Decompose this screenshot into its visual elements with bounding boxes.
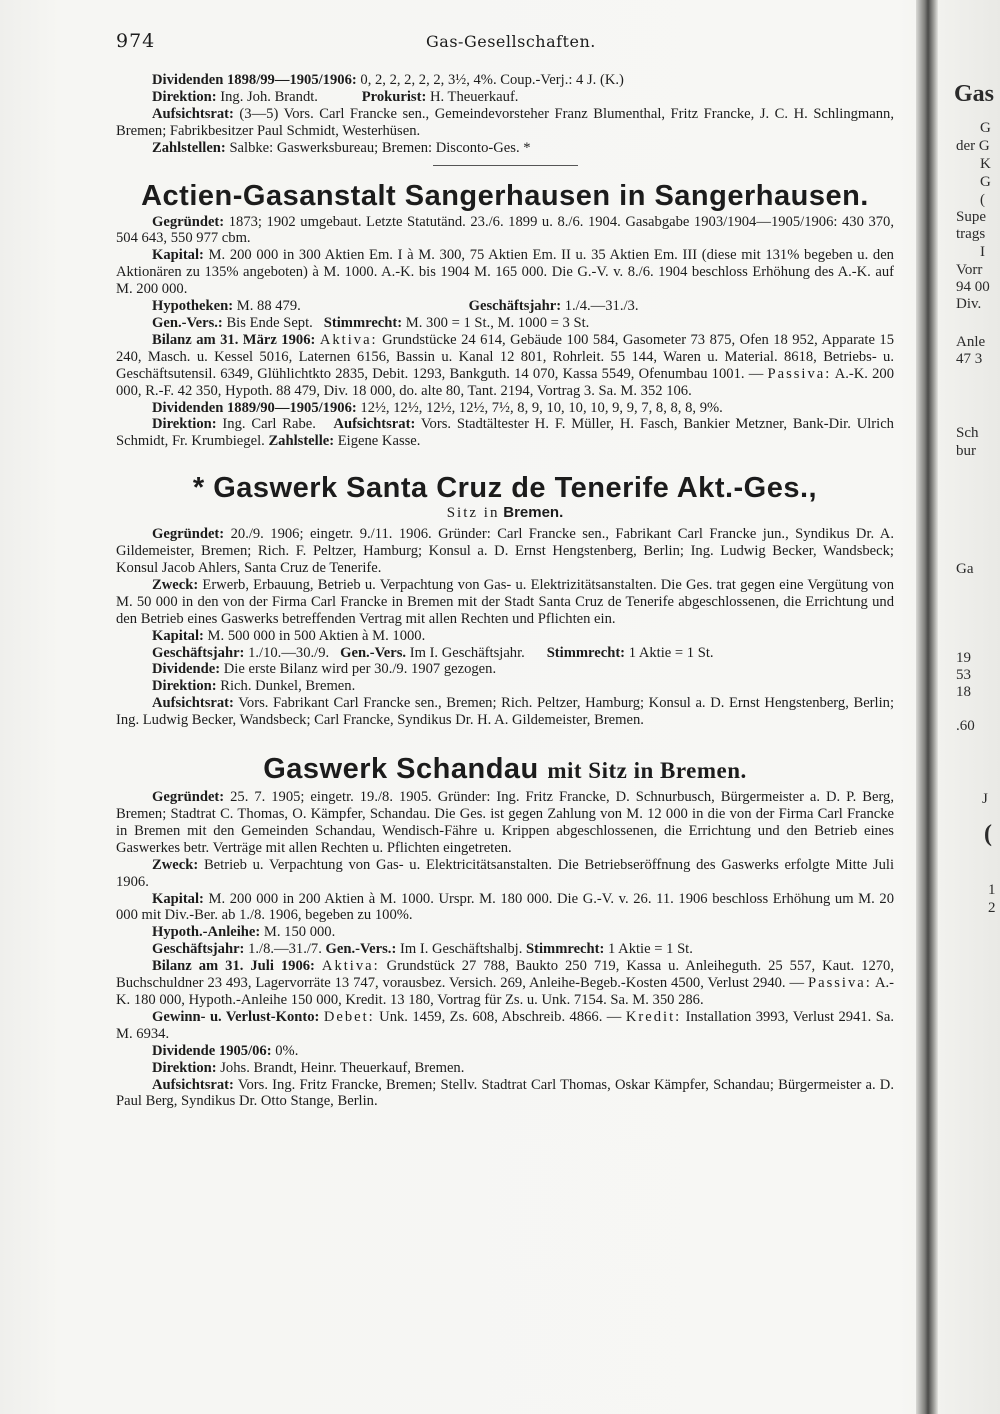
next-page-text: K bbox=[980, 156, 991, 172]
next-page-text: 94 00 bbox=[956, 279, 990, 295]
paying-agents-line bbox=[116, 140, 894, 157]
board-line bbox=[116, 695, 894, 729]
field-value: M. 500 000 in 500 Aktien à M. 1000. bbox=[207, 627, 426, 644]
field-label: Zahlstelle: bbox=[268, 433, 335, 450]
dividend-line bbox=[116, 1043, 894, 1060]
next-page-text: .60 bbox=[956, 718, 975, 734]
field-label: Hypotheken: bbox=[152, 298, 234, 315]
field-value: Vors. Ing. Fritz Francke, Bremen; Stellv. Stadtrat Carl Thomas, Oskar Kämpfer, Schandau; Bürgermeister a. D. Paul Berg, Syndikus Dr. Otto Stange, Berlin. bbox=[116, 1076, 894, 1110]
field-label: Geschäftsjahr: bbox=[152, 941, 245, 958]
field-label: Stimmrecht: bbox=[323, 314, 403, 331]
field-value: 0, 2, 2, 2, 2, 2, 3½, 4%. Coup.-Verj.: 4 J. (K.) bbox=[360, 72, 624, 88]
previous-entry-continuation bbox=[116, 72, 894, 157]
fiscal-line bbox=[116, 941, 894, 958]
field-value: Johs. Brandt, Heinr. Theuerkauf, Bremen. bbox=[220, 1059, 465, 1076]
field-label: Direktion: bbox=[152, 678, 217, 695]
entry-tenerife bbox=[116, 472, 894, 729]
field-value: Grundstücke 24 614, Gebäude 100 584, Gasometer 73 875, Ofen 18 952, Apparate 15 240, Masch. u. Kessel 5016, Laternen 6156, Bassin u. Kanal 12 801, Rohrleit. 55 144, Waren u. Material. 8618, Betriebs- u. Geschäftsutensil. 6349, Glühlichtkto 2835, Debit. 1293, Bankguth. 14 070, Kassa 5549, Ofenumbau 1001. — bbox=[116, 331, 894, 382]
field-label: Gegründet: bbox=[152, 526, 225, 543]
meeting-line bbox=[116, 315, 894, 332]
field-label: Zweck: bbox=[152, 576, 199, 593]
field-label: Prokurist: bbox=[361, 88, 427, 105]
field-label: Aufsichtsrat: bbox=[152, 105, 234, 122]
field-value: M. 200 000 in 300 Aktien Em. I à M. 300, 75 Aktien Em. II u. 35 Aktien Em. III (diese mit 131% begeben u. den Aktionären zu 135% angeboten) à M. 1000. A.-K. bis 1904 M. 165 000. Die G.-V. v. 8./6. 1904 beschloss Erhöhung des A.-K. auf M. 200 000. bbox=[116, 247, 894, 298]
purpose-line bbox=[116, 577, 894, 628]
balance-line bbox=[116, 332, 894, 400]
field-label: Bilanz am 31. Juli 1906: bbox=[152, 958, 315, 975]
field-value: 1873; 1902 umgebaut. Letzte Statutänd. 23./6. 1899 u. 8./6. 1904. Gasabgabe 1903/1904—1905/1906: 430 370, 504 643, 550 977 cbm. bbox=[116, 213, 894, 247]
field-label: Zahlstellen: bbox=[152, 139, 226, 156]
field-value: Im I. Geschäftsjahr. bbox=[409, 644, 525, 661]
field-label: Dividende: bbox=[152, 661, 221, 678]
field-label: Aufsichtsrat: bbox=[152, 695, 234, 712]
aktiva-word: Aktiva: bbox=[319, 331, 378, 348]
seat-prefix: Sitz in bbox=[446, 505, 500, 522]
next-page-text: Vorr bbox=[956, 262, 983, 278]
next-page-text: der G bbox=[956, 138, 990, 154]
field-value: 1./8.—31./7. bbox=[248, 941, 322, 958]
field-value: M. 150 000. bbox=[263, 924, 336, 941]
field-label: Stimmrecht: bbox=[526, 941, 605, 958]
field-label: Gen.-Vers.: bbox=[152, 314, 223, 331]
next-page-text: G bbox=[980, 174, 991, 190]
next-page-text: 19 bbox=[956, 650, 971, 666]
purpose-line bbox=[116, 857, 894, 891]
field-value: Salbke: Gaswerksbureau; Bremen: Disconto-Ges. * bbox=[229, 139, 531, 156]
company-seat bbox=[116, 504, 894, 522]
founded-line bbox=[116, 526, 894, 577]
title-main: Gaswerk Schandau bbox=[263, 753, 539, 786]
field-label: Aufsichtsrat: bbox=[333, 416, 416, 433]
next-page-text: 53 bbox=[956, 667, 971, 683]
section-divider bbox=[433, 165, 578, 166]
field-label: Gegründet: bbox=[152, 213, 225, 230]
next-page-text: bur bbox=[956, 443, 976, 459]
next-page-text: 47 3 bbox=[956, 351, 983, 367]
next-page-text: 2 bbox=[988, 900, 996, 916]
management-line bbox=[116, 678, 894, 695]
field-value: 1./10.—30./9. bbox=[248, 644, 330, 661]
field-value: Eigene Kasse. bbox=[337, 433, 421, 450]
aktiva-word: Aktiva: bbox=[321, 958, 380, 975]
seat-city: Bremen. bbox=[503, 504, 564, 522]
board-line bbox=[116, 1077, 894, 1111]
next-page-text: Div. bbox=[956, 296, 982, 312]
management-line bbox=[116, 1060, 894, 1077]
field-value: (3—5) Vors. Carl Francke sen., Gemeindevorsteher Franz Blumenthal, Fritz Francke, J. C. H. Schlingmann, Bremen; Fabrikbesitzer Paul Schmidt, Westerhüsen. bbox=[116, 105, 894, 139]
field-value: Vors. Fabrikant Carl Francke sen., Bremen; Rich. Peltzer, Hamburg; Konsul a. D. Ernst Hengstenberg, Berlin; Ing. Ludwig Becker, Wandsbeck; Carl Francke, Syndikus Dr. H. A. Gildemeister, Bremen. bbox=[116, 695, 894, 729]
next-page-text: ( bbox=[984, 821, 992, 847]
field-value: Ing. Carl Rabe. bbox=[222, 416, 316, 433]
next-page-text: Supe bbox=[956, 209, 986, 225]
field-label: Kapital: bbox=[152, 890, 204, 907]
next-page-text: trags bbox=[956, 226, 986, 242]
dividends-line bbox=[116, 72, 894, 89]
field-value: 12½, 12½, 12½, 12½, 7½, 8, 9, 10, 10, 10, 9, 9, 7, 8, 8, 8, 9%. bbox=[360, 399, 723, 416]
field-value: 1 Aktie = 1 St. bbox=[628, 644, 714, 661]
field-value: M. 88 479. bbox=[236, 298, 301, 315]
field-label: Gen.-Vers. bbox=[340, 644, 407, 661]
founded-line bbox=[116, 789, 894, 857]
field-value: Betrieb u. Verpachtung von Gas- u. Elektricitätsanstalten. Die Betriebseröffnung des Gaswerks erfolgte Mitte Juli 1906. bbox=[116, 856, 894, 890]
running-title: Gas-Gesellschaften. bbox=[426, 32, 596, 51]
balance-line bbox=[116, 958, 894, 1009]
field-value: Erwerb, Erbauung, Betrieb u. Verpachtung von Gas- u. Elektrizitätsanstalten. Die Ges. trat gegen eine Vergütung von M. 50 000 in den von der Firma Carl Francke in Bremen mit der Stadt Santa Cruz de Tenerife abgeschlossenen, die Errichtung und den Betrieb eines Gaswerks betreffenden Vertrag mit allen Rechten und Pflichten ein. bbox=[116, 576, 894, 627]
next-page-text: 18 bbox=[956, 684, 971, 700]
management-line bbox=[116, 416, 894, 450]
field-label: Direktion: bbox=[152, 416, 217, 433]
capital-line bbox=[116, 628, 894, 645]
field-value: Ing. Joh. Brandt. bbox=[220, 88, 318, 105]
field-label: Hypoth.-Anleihe: bbox=[152, 924, 261, 941]
field-label: Geschäftsjahr: bbox=[152, 644, 245, 661]
field-label: Kapital: bbox=[152, 627, 204, 644]
field-label: Gegründet: bbox=[152, 789, 225, 806]
field-value: Im I. Geschäftshalbj. bbox=[399, 941, 523, 958]
next-page-fragment bbox=[940, 0, 1000, 1414]
mortgage-line bbox=[116, 298, 894, 315]
field-value: Bis Ende Sept. bbox=[226, 314, 313, 331]
board-line bbox=[116, 106, 894, 140]
company-title: * Gaswerk Santa Cruz de Tenerife Akt.-Ges., bbox=[192, 472, 818, 505]
next-page-text: Sch bbox=[956, 425, 979, 441]
field-value: Unk. 1459, Zs. 608, Abschreib. 4866. — bbox=[379, 1008, 622, 1025]
page-header bbox=[116, 30, 894, 54]
field-value: Die erste Bilanz wird per 30./9. 1907 gezogen. bbox=[223, 661, 497, 678]
book-gutter bbox=[916, 0, 938, 1414]
entry-sangerhausen bbox=[116, 180, 894, 451]
field-value: Rich. Dunkel, Bremen. bbox=[220, 678, 356, 695]
field-label: Direktion: bbox=[152, 88, 217, 105]
field-label: Geschäftsjahr: bbox=[468, 298, 562, 315]
field-value: M. 200 000 in 200 Aktien à M. 1000. Urspr. M. 180 000. Die G.-V. v. 26. 11. 1906 beschloss Erhöhung um M. 20 000 mit Div.-Ber. ab 1./8. 1906, begeben zu 100%. bbox=[116, 890, 894, 924]
bond-line bbox=[116, 924, 894, 941]
next-page-text: I bbox=[980, 244, 985, 260]
passiva-word: Passiva: bbox=[807, 975, 872, 992]
profit-loss-line bbox=[116, 1009, 894, 1043]
passiva-word: Passiva: bbox=[767, 365, 832, 382]
field-value: 1 Aktie = 1 St. bbox=[608, 941, 693, 958]
company-title: Actien-Gasanstalt Sangerhausen in Sangerhausen. bbox=[141, 179, 869, 212]
next-page-text: Anle bbox=[956, 334, 986, 350]
field-label: Dividenden 1898/99—1905/1906: bbox=[152, 72, 357, 88]
capital-line bbox=[116, 891, 894, 925]
field-label: Gewinn- u. Verlust-Konto: bbox=[152, 1008, 320, 1025]
company-title bbox=[116, 753, 894, 787]
field-label: Direktion: bbox=[152, 1059, 217, 1076]
kredit-word: Kredit: bbox=[625, 1008, 682, 1025]
page-number: 974 bbox=[116, 30, 156, 52]
field-value: M. 300 = 1 St., M. 1000 = 3 St. bbox=[405, 314, 590, 331]
page-body bbox=[116, 72, 894, 1110]
title-rest: mit Sitz in Bremen. bbox=[547, 758, 747, 784]
field-label: Dividende 1905/06: bbox=[152, 1042, 272, 1059]
founded-line bbox=[116, 214, 894, 248]
field-value: 25. 7. 1905; eingetr. 19./8. 1905. Gründer: Ing. Fritz Francke, D. Schnurbusch, Bürgermeister a. D. P. Berg, Bremen; Stadtrat C. Thomas, O. Kämpfer, Schandau. Die Ges. ist gegen Zahlung von M. 12 000 in die von der Firma Carl Francke in Bremen mit den Gemeinden Schandau, Wendisch-Fähre u. Krippen abgeschlossenen, die Errichtung und den Betrieb eines Gaswerkes betr. Verträge mit allen Rechten u. Pflichten eingetreten. bbox=[116, 789, 894, 856]
field-value: A.-K. 180 000, Hypoth.-Anleihe 150 000, Kredit. 13 180, Vortrag für Zs. u. Unk. 7154. Sa. M. 350 286. bbox=[116, 975, 894, 1008]
field-value: A.-K. 200 000, R.-F. 42 350, Hypoth. 88 479, Div. 18 000, do. alte 80, Tant. 2194, Vortrag 3. Sa. M. 352 106. bbox=[116, 365, 895, 399]
fiscal-line bbox=[116, 645, 894, 662]
capital-line bbox=[116, 247, 894, 298]
next-page-text: ( bbox=[980, 192, 985, 208]
management-line bbox=[116, 89, 894, 106]
next-page-text: Gas bbox=[954, 81, 995, 107]
field-value: Vors. Stadtältester H. F. Müller, H. Fasch, Bankier Metzner, Bank-Dir. Ulrich Schmidt, Fr. Krumbiegel. bbox=[116, 416, 894, 450]
field-value: Installation 3993, Verlust 2941. Sa. M. 6934. bbox=[116, 1008, 894, 1042]
field-label: Dividenden 1889/90—1905/1906: bbox=[152, 399, 357, 416]
next-page-text: Ga bbox=[956, 561, 974, 577]
next-page-text: J bbox=[982, 791, 988, 807]
dividend-line bbox=[116, 661, 894, 678]
field-label: Stimmrecht: bbox=[546, 644, 626, 661]
field-value: 0%. bbox=[275, 1042, 299, 1059]
field-label: Kapital: bbox=[152, 247, 204, 264]
field-value: Grundstück 27 788, Baukto 250 719, Kassa u. Anleiheguth. 25 557, Kaut. 1270, Buchschuldner 23 493, Lagervorräte 13 747, vorausbez. Versich. 269, Anleihe-Begeb.-Kosten 4500, Verlust 2940. — bbox=[116, 958, 894, 992]
entry-schandau bbox=[116, 753, 894, 1110]
field-label: Bilanz am 31. März 1906: bbox=[152, 331, 316, 348]
field-value: 1./4.—31./3. bbox=[564, 298, 639, 315]
field-value: H. Theuerkauf. bbox=[429, 88, 519, 105]
field-value: 20./9. 1906; eingetr. 9./11. 1906. Gründer: Carl Francke sen., Fabrikant Carl Francke jun., Syndikus Dr. A. Gildemeister, Bremen; Rich. F. Peltzer, Hamburg; Konsul a. D. Ernst Hengstenberg, Berlin; Ing. Ludwig Becker, Wandsbeck; Konsul Jacob Ahlers, Santa Cruz de Tenerife. bbox=[116, 526, 894, 577]
debet-word: Debet: bbox=[323, 1008, 375, 1025]
field-label: Gen.-Vers.: bbox=[325, 941, 397, 958]
dividends-line bbox=[116, 400, 894, 417]
next-page-text: 1 bbox=[988, 882, 996, 898]
next-page-text: G bbox=[980, 120, 991, 136]
field-label: Aufsichtsrat: bbox=[152, 1076, 234, 1093]
field-label: Zweck: bbox=[152, 856, 199, 873]
